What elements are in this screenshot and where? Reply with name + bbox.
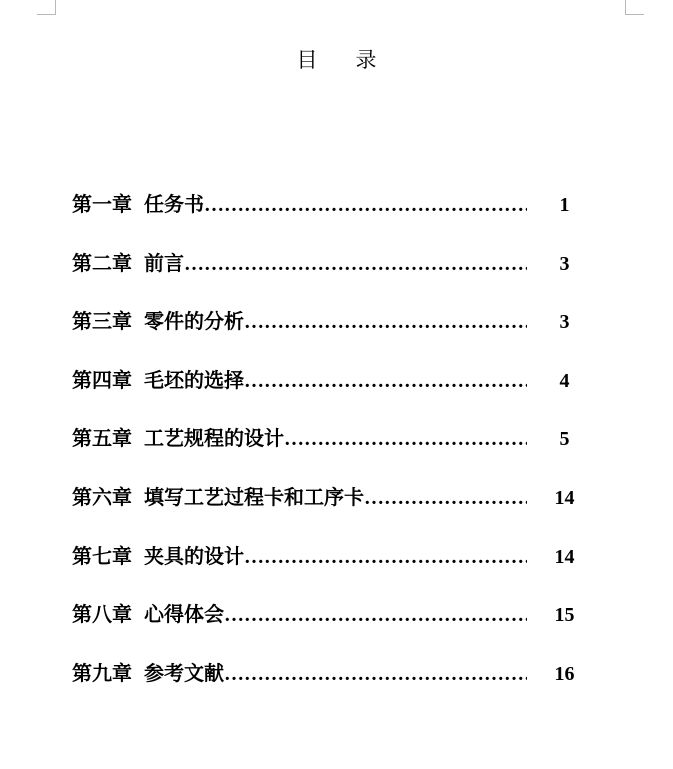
toc-chapter-title: 前言 bbox=[144, 252, 184, 275]
toc-chapter-title: 工艺规程的设计 bbox=[144, 428, 284, 451]
toc-chapter-number: 第九章 bbox=[72, 662, 132, 685]
toc-entry[interactable] bbox=[72, 366, 592, 425]
table-of-contents bbox=[72, 190, 592, 717]
toc-chapter-number: 第二章 bbox=[72, 252, 132, 275]
title-char-2: 录 bbox=[355, 48, 377, 72]
toc-dot-leader bbox=[244, 366, 527, 396]
toc-dot-leader bbox=[244, 542, 527, 572]
toc-page-number: 3 bbox=[559, 311, 570, 334]
toc-chapter-number: 第八章 bbox=[72, 604, 132, 627]
toc-dot-leader bbox=[204, 190, 527, 220]
toc-dot-leader bbox=[364, 483, 527, 513]
toc-dot-leader bbox=[244, 307, 527, 337]
toc-entry[interactable] bbox=[72, 190, 592, 249]
toc-entry[interactable] bbox=[72, 424, 592, 483]
toc-entry[interactable] bbox=[72, 483, 592, 542]
toc-entry[interactable] bbox=[72, 249, 592, 308]
toc-dot-leader bbox=[284, 424, 527, 454]
toc-title bbox=[0, 44, 673, 74]
toc-page-number: 3 bbox=[559, 252, 570, 275]
toc-chapter-number: 第一章 bbox=[72, 194, 132, 216]
toc-page-number: 1 bbox=[559, 194, 570, 216]
toc-page-number: 4 bbox=[559, 369, 570, 392]
toc-entry[interactable] bbox=[72, 659, 592, 718]
toc-chapter-title: 填写工艺过程卡和工序卡 bbox=[144, 486, 364, 509]
toc-chapter-title: 参考文献 bbox=[144, 662, 224, 685]
toc-page-number: 14 bbox=[554, 545, 575, 568]
toc-chapter-title: 任务书 bbox=[144, 194, 204, 216]
toc-dot-leader bbox=[224, 600, 527, 630]
toc-page-number: 5 bbox=[559, 428, 570, 451]
toc-chapter-title: 心得体会 bbox=[144, 604, 224, 627]
toc-chapter-number: 第六章 bbox=[72, 486, 132, 509]
toc-chapter-number: 第五章 bbox=[72, 428, 132, 451]
toc-dot-leader bbox=[224, 659, 527, 689]
toc-dot-leader bbox=[184, 249, 527, 279]
toc-page-number: 14 bbox=[554, 486, 575, 509]
page-corner-mark-left bbox=[37, 0, 56, 15]
title-char-1: 目 bbox=[296, 48, 318, 72]
toc-entry[interactable] bbox=[72, 307, 592, 366]
toc-page-number: 15 bbox=[554, 604, 575, 627]
page-corner-mark-right bbox=[625, 0, 644, 15]
toc-chapter-title: 毛坯的选择 bbox=[144, 369, 244, 392]
toc-entry[interactable] bbox=[72, 542, 592, 601]
toc-chapter-number: 第七章 bbox=[72, 545, 132, 568]
toc-page-number: 16 bbox=[554, 662, 575, 685]
toc-chapter-number: 第三章 bbox=[72, 311, 132, 334]
toc-chapter-title: 夹具的设计 bbox=[144, 545, 244, 568]
toc-entry[interactable] bbox=[72, 600, 592, 659]
toc-chapter-title: 零件的分析 bbox=[144, 311, 244, 334]
toc-chapter-number: 第四章 bbox=[72, 369, 132, 392]
